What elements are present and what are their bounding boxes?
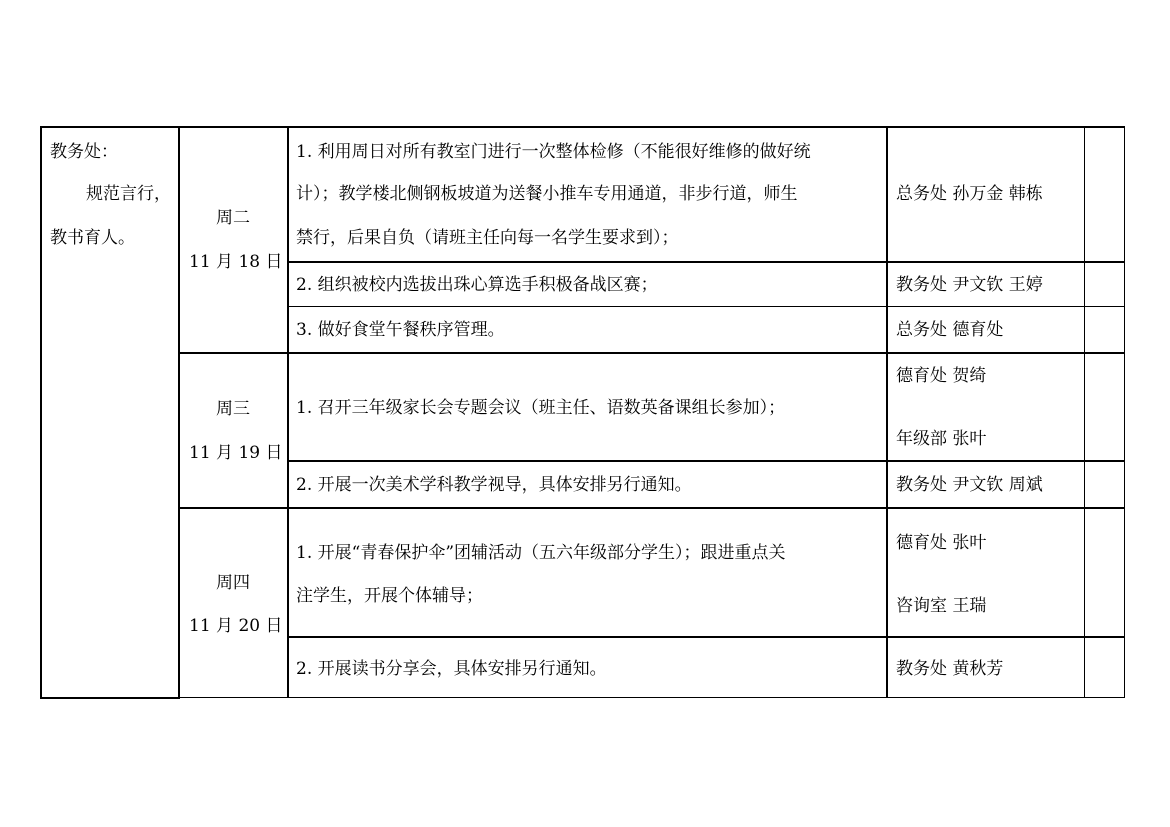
row-sep-6 xyxy=(287,636,1125,638)
task-owner: 德育处 贺绮 xyxy=(896,366,987,386)
task-owner: 总务处 孙万金 韩栋 xyxy=(896,184,1043,204)
day-date: 11 月 18 日 xyxy=(189,252,283,272)
task-line: 2. 开展一次美术学科教学视导，具体安排另行通知。 xyxy=(296,475,692,495)
day-weekday: 周二 xyxy=(216,208,250,228)
table-border-left xyxy=(40,126,42,699)
table-border-bottom-left xyxy=(40,697,179,699)
task-line: 1. 开展“青春保护伞”团辅活动（五六年级部分学生）；跟进重点关 xyxy=(296,543,786,563)
task-owner: 咨询室 王瑞 xyxy=(896,596,987,616)
col-sep-3 xyxy=(886,126,888,698)
col-sep-4 xyxy=(1084,126,1085,698)
table-border-top xyxy=(40,126,1125,128)
task-owner: 德育处 张叶 xyxy=(896,533,987,553)
row-sep-2 xyxy=(287,306,1125,307)
task-line: 计）；教学楼北侧钢板坡道为送餐小推车专用通道，非步行道，师生 xyxy=(296,184,798,204)
office-motto-line2: 教书育人。 xyxy=(50,228,135,248)
row-sep-4 xyxy=(287,460,1125,462)
day-date: 11 月 20 日 xyxy=(189,616,283,636)
task-owner: 教务处 尹文钦 周斌 xyxy=(896,475,1043,495)
table-border-bottom xyxy=(178,697,1125,698)
task-line: 禁行，后果自负（请班主任向每一名学生要求到）； xyxy=(296,228,679,248)
task-line: 注学生，开展个体辅导； xyxy=(296,586,483,606)
day-weekday: 周四 xyxy=(216,573,250,593)
task-line: 1. 利用周日对所有教室门进行一次整体检修（不能很好维修的做好统 xyxy=(296,142,811,162)
task-owner: 年级部 张叶 xyxy=(896,429,987,449)
col-sep-1 xyxy=(178,126,180,699)
office-motto-line1: 规范言行， xyxy=(86,184,171,204)
day-date: 11 月 19 日 xyxy=(189,443,283,463)
task-owner: 总务处 德育处 xyxy=(896,320,1004,340)
row-sep-1 xyxy=(287,261,1125,263)
office-heading: 教务处： xyxy=(50,142,118,162)
task-line: 2. 组织被校内选拔出珠心算选手积极备战区赛； xyxy=(296,275,658,295)
task-line: 2. 开展读书分享会，具体安排另行通知。 xyxy=(296,659,607,679)
row-sep-5 xyxy=(178,507,1125,509)
col-sep-2 xyxy=(287,126,289,698)
task-line: 3. 做好食堂午餐秩序管理。 xyxy=(296,320,505,340)
row-sep-3 xyxy=(178,352,1125,354)
day-weekday: 周三 xyxy=(216,399,250,419)
table-border-right xyxy=(1124,126,1125,698)
task-owner: 教务处 黄秋芳 xyxy=(896,659,1004,679)
task-line: 1. 召开三年级家长会专题会议（班主任、语数英备课组长参加）； xyxy=(296,398,786,418)
task-owner: 教务处 尹文钦 王婷 xyxy=(896,275,1043,295)
